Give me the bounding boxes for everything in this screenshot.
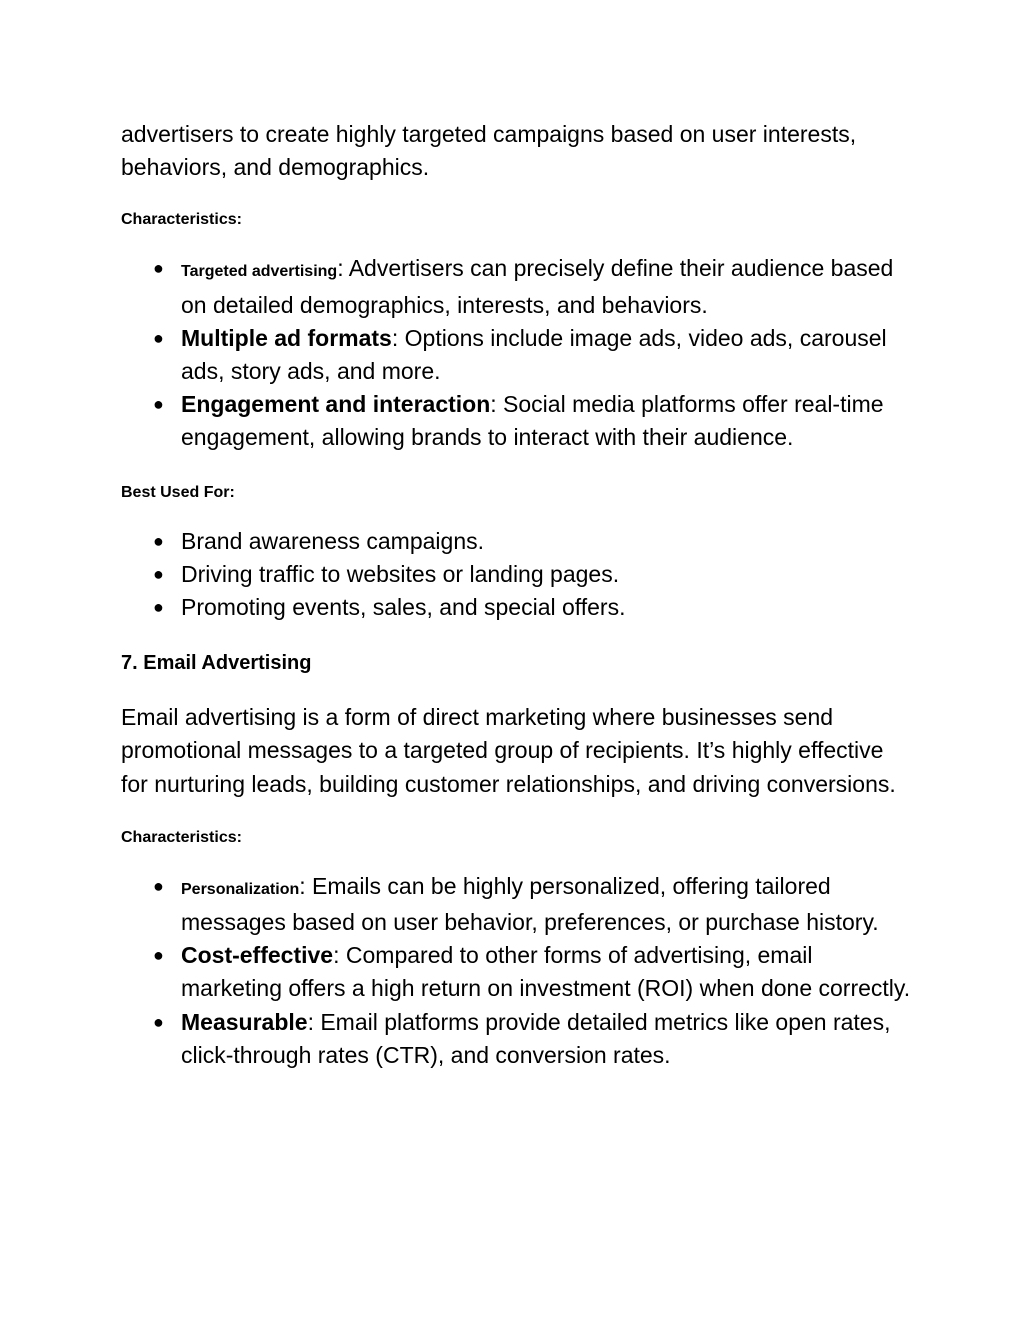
list-item-term: Engagement and interaction [181,391,491,418]
list-item-desc: : Social media platforms offer real-time engagement, allowing brands to interact with their audience. [181,391,884,451]
email-characteristics-label: Characteristics: [121,828,242,846]
list-item-term: Personalization [181,880,300,898]
bullet-icon: ● [153,258,164,279]
email-intro-paragraph: Email advertising is a form of direct marketing where businesses send promotional messages to a targeted group of recipients. It’s highly effective for nurturing leads, building customer relationships, and driving conversions. [121,704,896,797]
bullet-icon: ● [153,945,164,966]
list-item [121,558,911,591]
list-item [121,525,911,558]
best-used-label: Best Used For: [121,483,235,501]
list-item [121,591,911,624]
list-item-term: Measurable [181,1008,308,1035]
best-used-list [121,525,911,625]
social-characteristics-label: Characteristics: [121,211,242,229]
bullet-icon: ● [153,875,164,896]
list-item-text: Brand awareness campaigns. [181,527,484,554]
list-item-text: Promoting events, sales, and special offers. [181,594,626,621]
social-characteristics-list [121,252,911,454]
list-item-term: Multiple ad formats [181,324,392,351]
email-characteristics-list [121,870,911,1072]
list-item-desc: : Options include image ads, video ads, carousel ads, story ads, and more. [181,324,887,385]
bullet-icon: ● [153,563,164,584]
list-item-term: Targeted advertising [181,263,338,281]
list-item-term: Cost-effective [181,942,334,969]
section-heading: 7. Email Advertising [121,652,312,675]
bullet-icon: ● [153,1011,164,1032]
list-item-desc: : Advertisers can precisely define their audience based on detailed demographics, interests, and behaviors. [181,255,894,318]
list-item [121,252,911,321]
list-item [121,322,911,388]
bullet-icon: ● [153,530,164,551]
list-item-desc: : Email platforms provide detailed metrics like open rates, click-through rates (CTR), and conversion rates. [181,1008,891,1068]
list-item-desc: : Emails can be highly personalized, offering tailored messages based on user behavior, preferences, or purchase history. [181,872,879,936]
bullet-icon: ● [153,327,164,348]
list-item-text: Driving traffic to websites or landing pages. [181,560,620,587]
list-item [121,1006,911,1072]
bullet-icon: ● [153,394,164,415]
list-item-desc: : Compared to other forms of advertising, email marketing offers a high return on investment (ROI) when done correctly. [181,942,911,1002]
document-page [121,118,911,1072]
bullet-icon: ● [153,597,164,618]
list-item [121,870,911,939]
intro-paragraph: advertisers to create highly targeted campaigns based on user interests, behaviors, and demographics. [121,121,857,181]
list-item [121,388,911,454]
list-item [121,939,911,1005]
